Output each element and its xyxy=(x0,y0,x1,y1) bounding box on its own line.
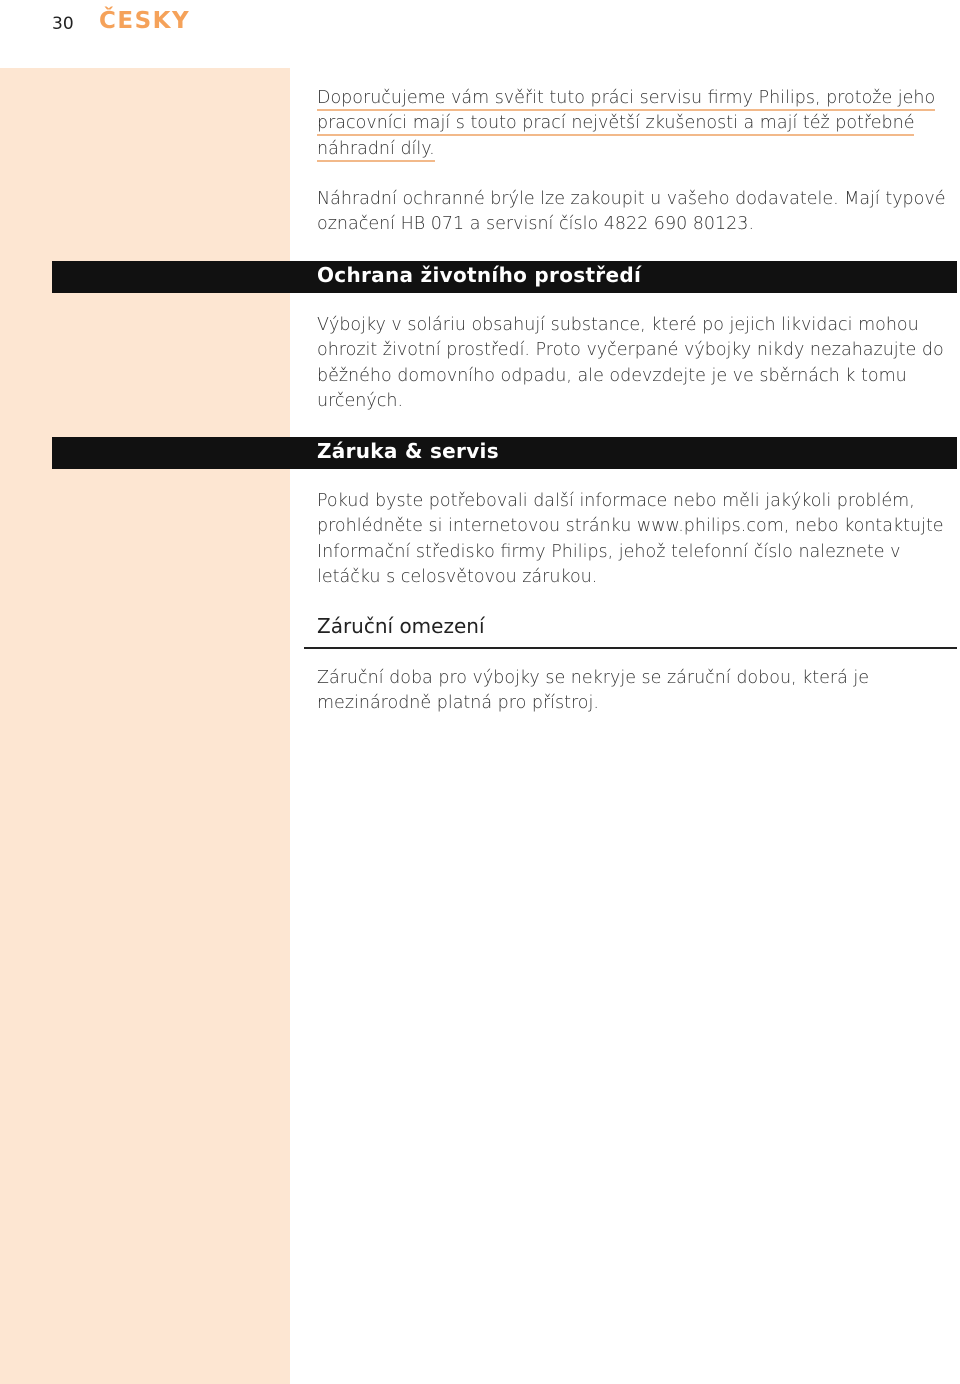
service-advice-line-2: pracovníci mají s touto prací největší zkušenosti a mají též potřebné xyxy=(317,113,914,136)
page-number: 30 xyxy=(52,14,74,34)
warranty-paragraph xyxy=(317,489,957,590)
warranty-line-4: letáčku s celosvětovou zárukou. xyxy=(317,566,598,587)
goggles-paragraph xyxy=(317,187,957,238)
environment-heading-bar xyxy=(52,261,957,293)
environment-paragraph xyxy=(317,313,957,414)
warranty-line-3: Informační středisko firmy Philips, jehož telefonní číslo naleznete v xyxy=(317,541,901,562)
service-advice-line-3: náhradní díly. xyxy=(317,139,435,162)
warranty-heading-bar xyxy=(52,437,957,469)
service-advice-line-1: Doporučujeme vám svěřit tuto práci servisu firmy Philips, protože jeho xyxy=(317,88,935,111)
environment-heading: Ochrana životního prostředí xyxy=(317,263,642,287)
goggles-line-2: označení HB 071 a servisní číslo 4822 690 80123. xyxy=(317,214,755,235)
warranty-line-2: prohlédněte si internetovou stránku www.philips.com, nebo kontaktujte xyxy=(317,516,944,537)
limitations-paragraph xyxy=(317,666,957,717)
environment-line-3: běžného domovního odpadu, ale odevzdejte je ve sběrnách k tomu xyxy=(317,365,907,386)
section-language-title: ČESKY xyxy=(99,8,191,34)
goggles-line-1: Náhradní ochranné brýle lze zakoupit u vašeho dodavatele. Mají typové xyxy=(317,189,946,209)
limitations-divider xyxy=(304,647,957,649)
warranty-heading: Záruka & servis xyxy=(317,439,499,463)
page-header xyxy=(0,0,960,68)
environment-line-2: ohrozit životní prostředí. Proto vyčerpané výbojky nikdy nezahazujte do xyxy=(317,340,944,361)
limitations-line-2: mezinárodně platná pro přístroj. xyxy=(317,693,599,714)
environment-line-4: určených. xyxy=(317,390,404,411)
warranty-line-1: Pokud byste potřebovali další informace nebo měli jakýkoli problém, xyxy=(317,491,915,511)
limitations-line-1: Záruční doba pro výbojky se nekryje se záruční dobou, která je xyxy=(317,668,870,688)
environment-line-1: Výbojky v soláriu obsahují substance, které po jejich likvidaci mohou xyxy=(317,315,919,335)
service-advice-paragraph xyxy=(317,86,957,162)
limitations-heading: Záruční omezení xyxy=(317,614,485,638)
